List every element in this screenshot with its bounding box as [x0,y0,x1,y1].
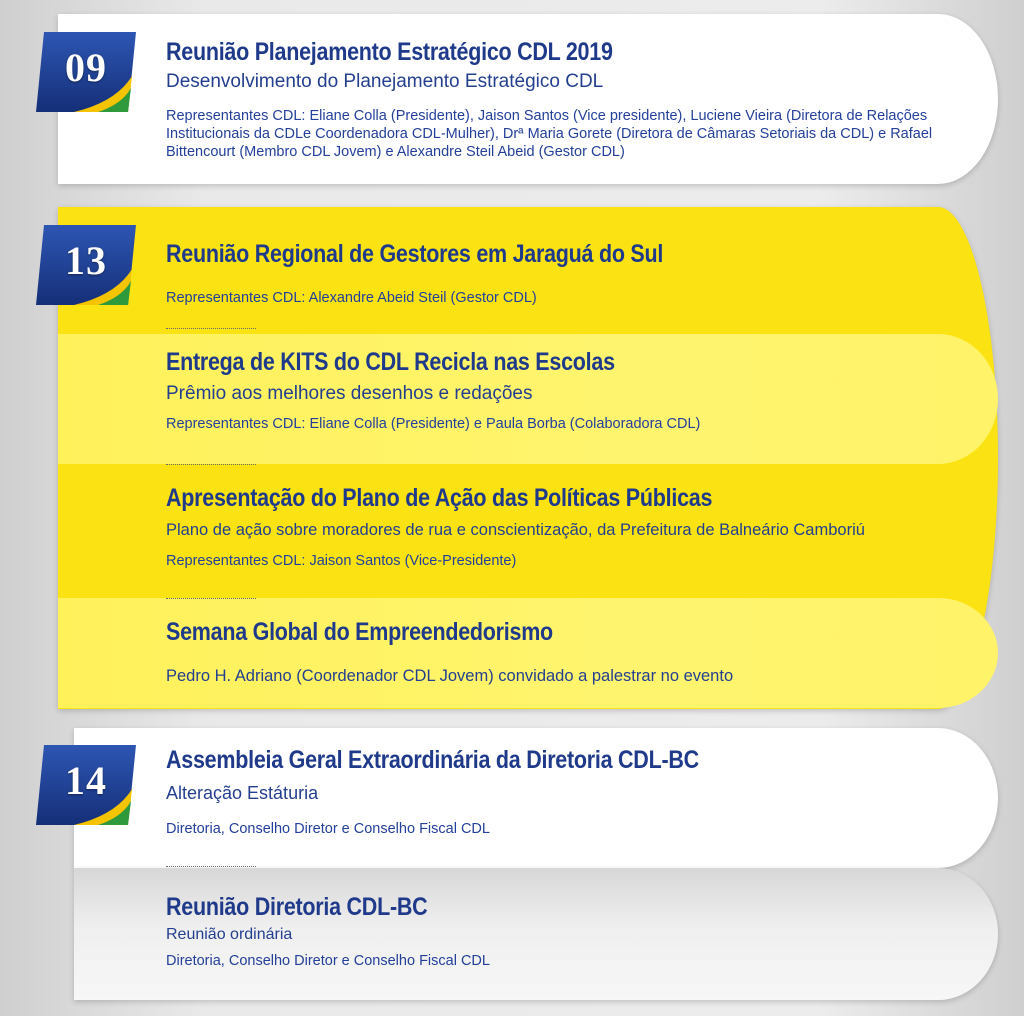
event-representatives: Diretoria, Conselho Diretor e Conselho Fiscal CDL [166,953,490,969]
separator-dots [166,866,256,867]
event-subtitle: Pedro H. Adriano (Coordenador CDL Jovem) convidado a palestrar no evento [166,667,734,685]
event-subtitle: Plano de ação sobre moradores de rua e conscientização, da Prefeitura de Balneário Camboriú [166,521,865,539]
event-title: Apresentação do Plano de Ação das Políticas Públicas [166,484,713,512]
separator-dots [166,598,256,599]
event-title: Semana Global do Empreendedorismo [166,618,553,646]
event-kits [166,348,966,433]
day-number: 09 [65,45,107,90]
event-representatives: Representantes CDL: Eliane Colla (Presidente), Jaison Santos (Vice presidente), Luciene Vieira (Diretora de Relações Institucionais da CDLe Coordenadora CDL-Mulher), Drª Maria Gorete (Diretora de Câmaras Setoriais da CDL) e Rafael Bittencourt (Membro CDL Jovem) e Alexandre Steil Abeid (Gestor CDL) [166,108,933,160]
event-representatives: Representantes CDL: Eliane Colla (Presidente) e Paula Borba (Colaboradora CDL) [166,416,701,432]
event-planejamento [166,38,966,161]
day-badge-14 [36,745,136,825]
event-representatives: Representantes CDL: Jaison Santos (Vice-Presidente) [166,553,517,569]
day-badge-13 [36,225,136,305]
event-representatives: Diretoria, Conselho Diretor e Conselho Fiscal CDL [166,821,490,837]
event-title: Reunião Regional de Gestores em Jaraguá do Sul [166,240,664,268]
event-semana-global [166,618,966,686]
event-subtitle: Alteração Estáturia [166,783,319,803]
day-badge-09 [36,32,136,112]
event-title: Reunião Planejamento Estratégico CDL 2019 [166,38,613,66]
separator-dots [166,328,256,329]
event-subtitle: Reunião ordinária [166,926,293,943]
event-title: Entrega de KITS do CDL Recicla nas Escolas [166,348,615,376]
event-reuniao-diretoria [166,893,966,970]
day-number: 14 [65,758,107,803]
event-subtitle: Prêmio aos melhores desenhos e redações [166,383,533,404]
event-title: Assembleia Geral Extraordinária da Diretoria CDL-BC [166,746,699,774]
separator-dots [166,464,256,465]
event-representatives: Representantes CDL: Alexandre Abeid Steil (Gestor CDL) [166,290,537,306]
event-assembleia [166,746,966,838]
event-gestores [166,240,966,307]
day-number: 13 [65,238,107,283]
event-subtitle: Desenvolvimento do Planejamento Estratégico CDL [166,71,604,92]
event-title: Reunião Diretoria CDL-BC [166,893,428,921]
event-plano-acao [166,484,966,570]
